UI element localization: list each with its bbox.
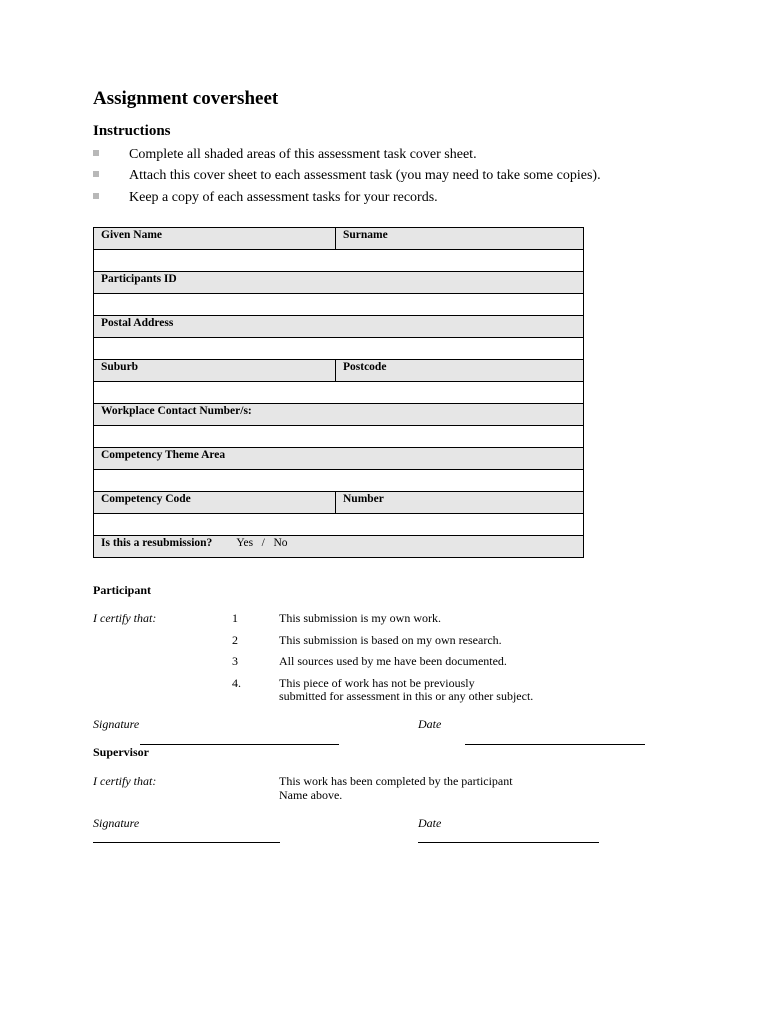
instruction-item	[93, 147, 477, 163]
certify-item-text: This piece of work has not be previously	[279, 676, 475, 690]
participants-id-field[interactable]	[94, 294, 584, 316]
workplace-contact-field[interactable]	[94, 426, 584, 448]
supervisor-certify-text-continued: Name above.	[279, 788, 343, 802]
supervisor-signature-line[interactable]	[93, 842, 280, 843]
page-title: Assignment coversheet	[93, 88, 279, 109]
participant-date-label: Date	[418, 717, 442, 731]
instruction-item	[93, 168, 601, 184]
instruction-text: Attach this cover sheet to each assessment task (you may need to take some copies).	[129, 168, 601, 183]
supervisor-heading: Supervisor	[93, 745, 150, 759]
suburb-postcode-field[interactable]	[94, 382, 584, 404]
postal-address-field[interactable]	[94, 338, 584, 360]
certify-item-number: 3	[232, 654, 238, 668]
postal-address-label: Postal Address	[94, 316, 584, 338]
participants-id-label: Participants ID	[94, 272, 584, 294]
competency-code-label: Competency Code	[94, 492, 336, 514]
workplace-contact-label: Workplace Contact Number/s:	[94, 404, 584, 426]
supervisor-date-line[interactable]	[418, 842, 599, 843]
certify-item-text-continued: submitted for assessment in this or any other subject.	[279, 689, 534, 703]
participant-signature-line[interactable]	[140, 744, 339, 745]
name-entry-field[interactable]	[94, 250, 584, 272]
supervisor-signature-label: Signature	[93, 816, 140, 830]
competency-theme-label: Competency Theme Area	[94, 448, 584, 470]
bullet-square-icon	[93, 193, 99, 199]
postcode-label: Postcode	[336, 360, 584, 382]
instruction-text: Complete all shaded areas of this assessment task cover sheet.	[129, 147, 477, 162]
certify-item-text: This submission is based on my own research.	[279, 633, 502, 647]
given-name-label: Given Name	[94, 228, 336, 250]
competency-code-field[interactable]	[94, 514, 584, 536]
supervisor-certify-text: This work has been completed by the participant	[279, 774, 513, 788]
instructions-heading: Instructions	[93, 123, 171, 139]
surname-label: Surname	[336, 228, 584, 250]
resubmission-question: Is this a resubmission?	[101, 537, 213, 549]
participant-date-line[interactable]	[465, 744, 645, 745]
supervisor-date-label: Date	[418, 816, 442, 830]
participant-signature-label: Signature	[93, 717, 140, 731]
certify-item-text: This submission is my own work.	[279, 611, 442, 625]
resubmission-row	[94, 536, 584, 558]
bullet-square-icon	[93, 171, 99, 177]
instruction-text: Keep a copy of each assessment tasks for your records.	[129, 190, 438, 205]
suburb-label: Suburb	[94, 360, 336, 382]
participant-heading: Participant	[93, 583, 151, 597]
number-label: Number	[336, 492, 584, 514]
participant-certify-label: I certify that:	[93, 611, 157, 625]
certify-item-text: All sources used by me have been documented.	[279, 654, 507, 668]
certify-item-number: 4.	[232, 676, 241, 690]
certify-item-number: 1	[232, 611, 238, 625]
bullet-square-icon	[93, 150, 99, 156]
coversheet-form-table	[93, 227, 584, 558]
competency-theme-field[interactable]	[94, 470, 584, 492]
resubmission-options[interactable]: Yes / No	[236, 537, 288, 549]
supervisor-certify-label: I certify that:	[93, 774, 157, 788]
instruction-item	[93, 190, 438, 206]
certify-item-number: 2	[232, 633, 238, 647]
